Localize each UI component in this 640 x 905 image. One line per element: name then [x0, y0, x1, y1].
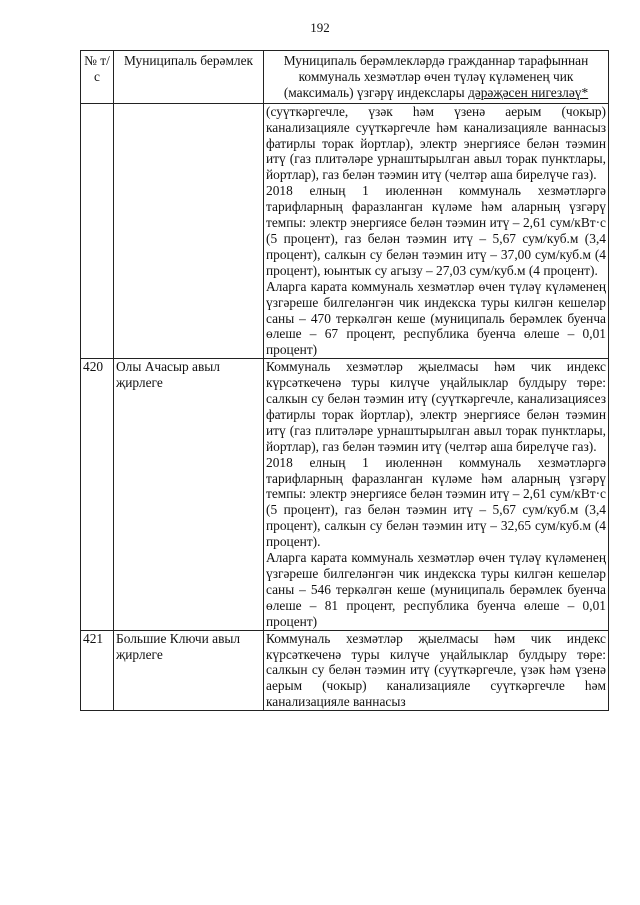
row-paragraph: Аларга карата коммуналь хезмәтләр өчен түләү күләменең үзгәреше билгеләнгән чик индекска туры килгән кешеләр саны – 546 теркәлгән кеше (муниципаль берәмлек буенча өлеше – 81 процент, республика буенча өлеше – 0,01 процент) [266, 550, 606, 629]
row-municipality [114, 103, 264, 359]
index-table [80, 50, 609, 711]
row-description [264, 359, 609, 630]
table-row [81, 630, 609, 711]
row-number: 420 [81, 359, 114, 630]
row-paragraph: Коммуналь хезмәтләр җыелмасы һәм чик индекс күрсәткеченә туры килүче уңайлыклар булдыру төре: салкын су белән тәэмин итү (суүткәргечле, канализациясез фатирлы торак йортлар), электр энергиясе белән тәэмин итү (газ плитәләре урнаштырылган авыл торак пунктлары, йортлар), газ белән тәэмин итү (челтәр аша бирелүче газ). [266, 359, 606, 454]
row-number: 421 [81, 630, 114, 711]
row-paragraph: 2018 елның 1 июленнән коммуналь хезмәтләргә тарифларның фаразланган күләме һәм аларның үзгәрү темпы: электр энергиясе белән тәэмин итү – 2,61 сум/кВт·с (5 процент), газ белән тәэмин итү – 5,67 сум/куб.м (3,4 процент), салкын су белән тәэмин итү – 37,00 сум/куб.м (4 процент), юынтык су агызу – 27,03 сум/куб.м (4 процент). [266, 183, 606, 278]
header-description-underlined: дәрәҗәсен нигезләү* [467, 84, 589, 100]
row-paragraph: 2018 елның 1 июленнән коммуналь хезмәтләргә тарифларның фаразланган күләме һәм аларның үзгәрү темпы: электр энергиясе белән тәэмин итү – 2,61 сум/кВт·с (5 процент), газ белән тәэмин итү – 5,67 сум/куб.м (3,4 процент), салкын су белән тәэмин итү – 32,65 сум/куб.м (4 процент). [266, 454, 606, 550]
header-municipality: Муниципаль берәмлек [114, 51, 264, 104]
row-paragraph: (суүткәргечле, үзәк һәм үзенә аерым (чокыр) канализацияле суүткәргечле һәм канализацияле ваннасыз фатирлы торак йортлар), электр энергиясе белән тәэмин итү (газ плитәләре урнаштырылган авыл торак пунктлары, йортлар), газ белән тәэмин итү (челтәр аша бирелүче газ). [266, 103, 606, 183]
header-description [264, 51, 609, 104]
header-number: № т/с [81, 51, 114, 104]
table-row [81, 103, 609, 359]
row-paragraph: Аларга карата коммуналь хезмәтләр өчен түләү күләменең үзгәреше билгеләнгән чик индекска туры килгән кешеләр саны – 470 теркәлгән кеше (муниципаль берәмлек буенча өлеше – 67 процент, республика буенча өлеше – 0,01 процент) [266, 278, 606, 358]
page-number: 192 [310, 20, 330, 35]
table-row [81, 359, 609, 630]
row-municipality: Олы Ачасыр авыл җирлеге [114, 359, 264, 630]
row-description [264, 630, 609, 711]
header-description-text: Муниципаль берәмлекләрдә гражданнар тарафыннан коммуналь хезмәтләр өчен түләү күләменең чик (максималь) үзгәрү индекслары [283, 53, 589, 100]
row-municipality: Большие Ключи авыл җирлеге [114, 630, 264, 711]
table-header-row [81, 51, 609, 104]
row-description [264, 103, 609, 359]
row-paragraph: Коммуналь хезмәтләр җыелмасы һәм чик индекс күрсәткеченә туры килүче уңайлыклар булдыру төре: салкын су белән тәэмин итү (суүткәргечле, үзәк һәм үзенә аерым (чокыр) канализацияле суүткәргечле һәм канализацияле ваннасыз [266, 630, 606, 710]
row-number [81, 103, 114, 359]
